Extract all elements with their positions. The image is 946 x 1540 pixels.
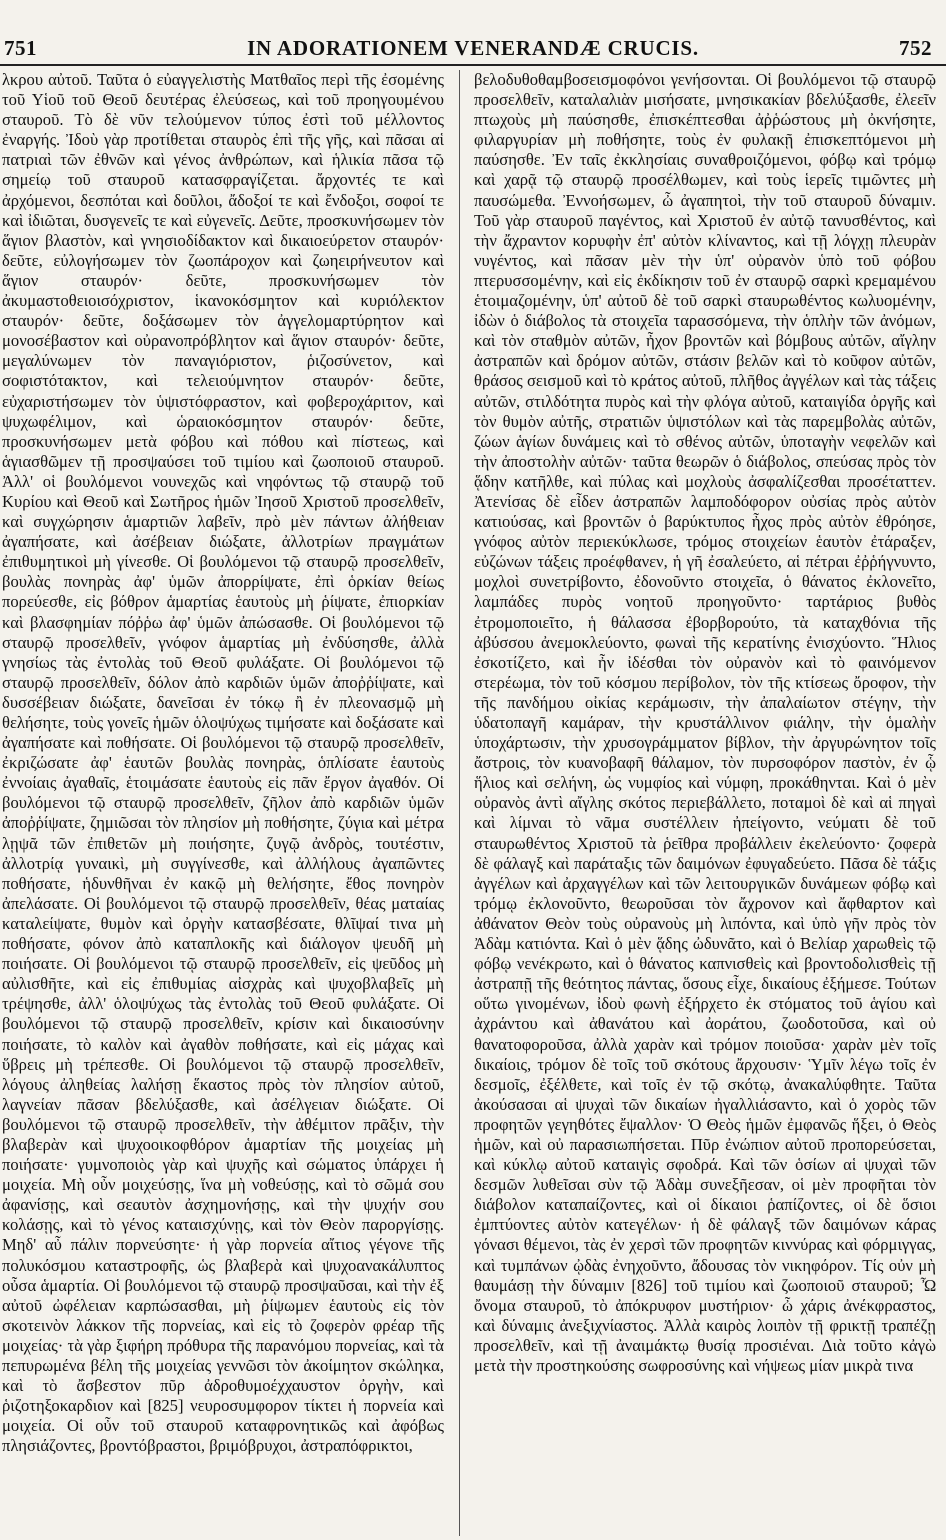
- column-divider: [459, 70, 460, 1536]
- running-header: [0, 30, 946, 66]
- column-left-text: λκρου αὐτοῦ. Ταῦτα ὁ εὐαγγελιστὴς Ματθαῖος περὶ τῆς ἐσομένης τοῦ Υἱοῦ τοῦ Θεοῦ δευτέρας ἐλεύσεως, καὶ τοῦ προηγουμένου σταυροῦ. Τὸ δὲ νῦν τελούμενον τύπος ἐστὶ τοῦ μέλλοντος ἐναργής. Ἰδοὺ γὰρ προτίθεται σταυρὸς ἐπὶ τῆς γῆς, καὶ πᾶσαι αἱ πατριαὶ τῶν ἐθνῶν καὶ γένος ἀνθρώπων, καὶ ἡλικία πᾶσα τῷ σημείῳ τοῦ σταυροῦ κατασφραγίζεται. ἄρχοντές τε καὶ ἀρχόμενοι, δεσπόται καὶ δοῦλοι, ἄδοξοί τε καὶ ἔνδοξοι, σοφοί τε καὶ ἰδιῶται, δυσγενεῖς τε καὶ εὐγενεῖς. Δεῦτε, προσκυνήσωμεν τὸν ἅγιον βλαστὸν, καὶ γνησιοδίδακτον καὶ δικαιοεύρετον σταυρόν· δεῦτε, εὐλογήσωμεν τὸν ζωοπάροχον καὶ ζωηειρήνευτον καὶ ἅγιον σταυρόν· δεῦτε, προσκυνήσωμεν τὸν ἀκυμαστοθειοισόχριστον, ἱκανοκόσμητον καὶ κυριόλεκτον σταυρόν· δεῦτε, δοξάσωμεν τὸν ἀγγελομαρτύρητον καὶ μονοσέβαστον καὶ οὐρανοπρόβλητον καὶ ἅγιον σταυρόν· δεῦτε, μεγαλύνωμεν τὸν παναγιόριστον, ῥιζοσύνετον, καὶ σοφιστότακτον, καὶ τελειούμνητον σταυρόν· δεῦτε, εὐχαριστήσωμεν τὸν ὑψιστόφραστον, καὶ φοβεροχάριτον, καὶ ψυχωφέλιμον, καὶ ὡραιοκόσμητον σταυρόν· δεῦτε, προσκυνήσωμεν μετὰ φόβου καὶ πόθου καὶ πίστεως, καὶ ἁγιασθῶμεν τῇ προσψαύσει τοῦ τιμίου καὶ ζωοποιοῦ σταυροῦ. Ἀλλ' οἱ βουλόμενοι νουνεχῶς καὶ νηφόντως τῷ σταυρῷ τοῦ Κυρίου καὶ Θεοῦ καὶ Σωτῆρος ἡμῶν Ἰησοῦ Χριστοῦ προσελθεῖν, καὶ συγχώρησιν ἁμαρτιῶν λαβεῖν, πρὸ μὲν πάντων ἀλήθειαν ἀγαπήσατε, καὶ ἀσέβειαν διώξατε, ἀλλοτρίων πραγμάτων ἐπιθυμητικοὶ μὴ γίνεσθε. Οἱ βουλόμενοι τῷ σταυρῷ προσελθεῖν, βουλὰς πονηρὰς ἀφ' ὑμῶν ἀπορρίψατε, ἐπὶ ὁρκίαν θείως πορεύεσθε, εἰς βόθρον ἁμαρτίας ἑαυτοὺς μὴ ῥίψατε, ἐπιορκίαν καὶ βλασφημίαν πόῤῥω ἀφ' ὑμῶν ἀπώσασθε. Οἱ βουλόμενοι τῷ σταυρῷ προσελθεῖν, γνόφον ἁμαρτίας μὴ ἐνδύσησθε, ἀλλὰ γνησίως τὰς ἐντολὰς τοῦ Θεοῦ φυλάξατε. Οἱ βουλόμενοι τῷ σταυρῷ προσελθεῖν, δόλον ἀπὸ καρδιῶν ὑμῶν ἀποῤῥίψατε, καὶ δυσσέβειαν διώξατε, δανεῖσαι ἐν τόκῳ ἢ ἐν πλεονασμῷ μὴ θελήσητε, τοὺς γονεῖς ἡμῶν ὁλοψύχως τιμήσατε καὶ δοξάσατε καὶ ἀγαπήσατε καὶ ποθήσατε. Οἱ βουλόμενοι τῷ σταυρῷ προσελθεῖν, ἐκριζώσατε ἀφ' ἑαυτῶν βουλὰς πονηρὰς, ὁπλίσατε ἑαυτοὺς ἐννοίαις ἀγαθαῖς, ἑτοιμάσατε ἑαυτοὺς εἰς πᾶν ἔργον ἀγαθόν. Οἱ βουλόμενοι τῷ σταυρῷ προσελθεῖν, ζῆλον ἀπὸ καρδιῶν ὑμῶν ἀποῤῥίψατε, ζημιῶσαι τὸν πλησίον μὴ ποθήσητε, ζύγια καὶ μέτρα λῃψᾶ τῶν ἐπιθετῶν μὴ ποιήσητε, ζυγῷ ἀνδρὸς, τουτέστιν, ἀλλοτρίᾳ γυναικὶ, μὴ συγγίνεσθε, καὶ ἀλλήλους ἀγαπῶντες ποθήσατε, ἡδυνθῆναι ἐν κακῷ μὴ θελήσητε, ἔθος πονηρὸν ἀπελάσατε. Οἱ βουλόμενοι τῷ σταυρῷ προσελθεῖν, θέας ματαίας καταλείψατε, θυμὸν καὶ ὀργὴν κατασβέσατε, θλῖψαί τινα μὴ ποθήσατε, φόνον ἀπὸ καταπλοκῆς καὶ διάλογον ψευδῆ μὴ ποιήσατε. Οἱ βουλόμενοι τῷ σταυρῷ προσελθεῖν, εἰς ψεῦδος μὴ αὐλισθῆτε, καὶ εἰς ἐπιθυμίας αἰσχρὰς καὶ ψυχοβλαβεῖς μὴ τρέψησθε, ἀλλ' ὁλοψύχως τὰς ἐντολὰς τοῦ Θεοῦ φυλάξατε. Οἱ βουλόμενοι τῷ σταυρῷ προσελθεῖν, κρίσιν καὶ δικαιοσύνην ποιήσατε, τὸ καλὸν καὶ ἀγαθὸν ποθήσατε, καὶ εἰς μάχας καὶ ὕβρεις μὴ τρέπεσθε. Οἱ βουλόμενοι τῷ σταυρῷ προσελθεῖν, λόγους ἀληθείας λαλήσῃ ἕκαστος πρὸς τὸν πλησίον αὐτοῦ, λαγνείαν πᾶσαν βδελύξασθε, καὶ ἀσέλγειαν διώξατε. Οἱ βουλόμενοι τῷ σταυρῷ προσελθεῖν, τὴν ἀθέμιτον πρᾶξιν, τὴν βλαβερὰν καὶ ψυχοοικοφθόρον ἁμαρτίαν τῆς μοιχείας μὴ ποιήσατε· γυμνοποιὸς γὰρ καὶ ψυχῆς καὶ σώματος ὑπάρχει ἡ μοιχεία. Μὴ οὖν μοιχεύσῃς, ἵνα μὴ νοθεύσῃς, καὶ τὸ σῶμά σου ἀφανίσῃς, καὶ σεαυτὸν ἀσχημονήσῃς, καὶ τὴν ψυχήν σου κολάσῃς, καὶ τὸ γένος καταισχύνῃς, καὶ τὸν Θεὸν παροργίσῃς. Μηδ' αὖ πάλιν πορνεύσητε· ἡ γὰρ πορνεία αἴτιος γέγονε τῆς πολυκόσμου καταστροφῆς, ὡς βλαβερὰ καὶ ψυχοανακάλυπτος οὖσα ἁμαρτία. Οἱ βουλόμενοι τῷ σταυρῷ προσψαῦσαι, καὶ τὴν ἐξ αὐτοῦ ὠφέλειαν καρπώσασθαι, μὴ ῥίψωμεν ἑαυτοὺς εἰς τὸν σκοτεινὸν λάκκον τῆς πορνείας, καὶ εἰς τὸ ζοφερὸν φρέαρ τῆς μοιχείας· τὰ γὰρ ξιφήρη πρόθυρα τῆς παρανόμου πορνείας, καὶ τὰ πεπυρωμένα βέλη τῆς μοιχείας γεννῶσι τὸν ἀκοίμητον σκώληκα, καὶ τὸ ἄσβεστον πῦρ ἀδροθυμοέχχαυστον ὀργὴν, καὶ ῥιζοτηξοκαρδιον καὶ [825] νευροσυμφορον τίκτει ἡ πορνεία καὶ μοιχεία. Οἱ οὖν τοῦ σταυροῦ καταφρονητικῶς καὶ ἀφόβως πλησιάζοντες, βροντόβραστοι, βριμόβρυχοι, ἀστραπόφρικτοι,: [2, 70, 444, 1456]
- page-number-right: 752: [899, 36, 932, 60]
- column-right-text: βελοδυθοθαμβοσεισμοφόνοι γενήσονται. Οἱ βουλόμενοι τῷ σταυρῷ προσελθεῖν, καταλαλιὰν μισήσατε, μνησικακίαν βδελύξασθε, ἐλεεῖν πτωχοὺς μὴ παύσησθε, ἐπισκέπτεσθαι ἀῤῥώστους μὴ ὀκνήσητε, φιλαργυρίαν μὴ ποθήσητε, τοὺς ἐν φυλακῇ ἐπισκεπτόμενοι μὴ παύσησθε. Ἐν ταῖς ἐκκλησίαις συναθροιζόμενοι, φόβῳ καὶ τρόμῳ καὶ χαρᾷ τῷ σταυρῷ προσέλθωμεν, καὶ τοὺς ἱερεῖς τιμῶντες μὴ παυσώμεθα. Ἐννοήσωμεν, ὦ ἀγαπητοὶ, τὴν τοῦ σταυροῦ δύναμιν. Τοῦ γὰρ σταυροῦ παγέντος, καὶ Χριστοῦ ἐν αὐτῷ τανυσθέντος, καὶ τὴν ἄχραντον κορυφὴν ἐπ' αὐτὸν κλίναντος, καὶ τῇ λόγχῃ πλευρὰν νυγέντος, καὶ πᾶσαν μὲν τὴν ὑπ' οὐρανὸν ὑπὸ τοῦ φόβου πτερυσσομένην, καὶ εἰς ἐκδίκησιν τοῦ ἐν σταυρῷ σαρκὶ κρεμαμένου ἑτοιμαζομένην, ὑπ' αὐτοῦ δὲ τοῦ σαρκὶ σταυρωθέντος κωλυομένην, ἰδὼν ὁ διάβολος τὰ στοιχεῖα ταρασσόμενα, τὴν ὁπλὴν τῶν ἀνόμων, καὶ τὸν σταθμὸν αὐτῶν, ἦχον βροντῶν καὶ βόμβους αὐτῶν, αἴγλην ἀστραπῶν καὶ δρόμον αὐτῶν, στάσιν βελῶν καὶ τὸ κοῦφον αὐτῶν, θράσος σεισμοῦ καὶ τὸ κράτος αὐτοῦ, πλῆθος ἀγγέλων καὶ τὰς τάξεις αὐτῶν, στιλδότητα πυρὸς καὶ τὴν φλόγα αὐτοῦ, καταιγίδα ὀργῆς καὶ τὸν θυμὸν αὐτῆς, στρατιῶν ὑψιστόλων καὶ τὰς παρεμβολὰς αὐτῶν, ζώων ἁγίων δυνάμεις καὶ τὸ σθένος αὐτῶν, ὑποταγὴν νεφελῶν καὶ τὴν ἀποστολὴν αὐτῶν· ταῦτα θεωρῶν ὁ διάβολος, σπεύσας πρὸς τὸν ᾅδην κατῆλθε, καὶ πύλας καὶ μοχλοὺς ἀσφαλίζεσθαι προσέταττεν. Ἀτενίσας δὲ εἶδεν ἀστραπῶν λαμποδόφορον οὐσίας πρὸς αὐτὸν κατιούσας, καὶ βροντῶν ὁ βαρύκτυπος ἦχος πρὸς αὐτὸν ἐθρόησε, γνόφος αὐτὸν περιεκύκλωσε, τρόμος στοιχείων ἑαυτὸν ἐτάραξεν, εὐζώνων τάξεις προέφθανεν, ἡ γῆ ἐσαλεύετο, αἱ πέτραι ἐῤῥήγνυντο, μοχλοὶ συνετρίβοντο, ἐδονοῦντο στοιχεῖα, ὁ θάνατος ἐκλονεῖτο, λαμπάδες πυρὸς νοητοῦ προηγοῦντο· ταρτάριος βυθὸς ἐτρομοποιεῖτο, ἡ θάλασσα ἐβορβορούτο, τὰ καταχθόνια τῆς ἀβύσσου ἀνεμοκλεύοντο, φωναὶ τῆς κερατίνης ἐνισχύοντο. Ἥλιος ἐσκοτίζετο, καὶ ἦν ἰδέσθαι τὸν οὐρανὸν καὶ τὸ φαινόμενον στερέωμα, τὸν τοῦ κόσμου περίβολον, τὸν τῆς κτίσεως ὄροφον, τὴν τῆς πανδήμου οἰκίας κεράμωσιν, τὴν ἀπαλαίωτον στέγην, τὴν ὑδατοπαγῆ καμάραν, τὴν κρυστάλλινον φιάλην, τὴν ὁμαλὴν ὑποχάρτωσιν, τὴν χρυσογράμματον βίβλον, τὴν ἀργυρώνητον τοῖς ἄστροις, τὸν κυανοβαφῆ θάλαμον, τὸν πυρσοφόρον παστὸν, ἐν ᾧ ἥλιος καὶ σελήνη, ὡς νυμφίος καὶ νύμφη, προκάθηνται. Καὶ ὁ μὲν οὐρανὸς ἀντὶ αἴγλης σκότος περιεβάλλετο, ποταμοὶ δὲ καὶ αἱ πηγαὶ καὶ λίμναι τὸ νᾶμα συστέλλειν ἠπείγοντο, νεύματι δὲ τοῦ σταυρωθέντος Χριστοῦ τὰ ῥεῖθρα προβάλλειν ἐκελεύοντο· ζοφερὰ δὲ φάλαγξ καὶ παράταξις τῶν δαιμόνων ἐφυγαδεύετο. Πᾶσα δὲ τάξις ἀγγέλων καὶ ἀρχαγγέλων καὶ τῶν λειτουργικῶν δυνάμεων φόβῳ καὶ τρόμῳ ἐκλονοῦντο, θεωροῦσαι τὸν ἄχρονον καὶ ἄφθαρτον καὶ ἀθάνατον Θεὸν τοὺς οὐρανοὺς μὴ λιπόντα, καὶ ὑπὸ γῆν πρὸς τὸν Ἀδὰμ κατιόντα. Καὶ ὁ μὲν ᾅδης ὠδυνᾶτο, καὶ ὁ Βελίαρ χαρωθεὶς τῷ φόβῳ νενέκρωτο, καὶ ὁ θάνατος καπνισθεὶς καὶ βροντοδολισθεὶς τῇ ἀστραπῇ τῆς θεότητος πάντας, ὅσους εἶχε, δικαίους ἐξήμεσε. Τούτων οὕτω γινομένων, ἰδοὺ φωνὴ ἐξήρχετο ἐκ στόματος τοῦ ἁγίου καὶ ἀχράντου καὶ ἀθανάτου καὶ ἀοράτου, ζωοδοτοῦσα, καὶ οὐ θανατοφοροῦσα, ἀλλὰ χαρὰν καὶ τρόμον ποιοῦσα· χαρὰν μὲν τοῖς δικαίοις, τρόμον δὲ τοῖς τοῦ σκότους ἄρχουσιν· Ὑμῖν λέγω τοῖς ἐν δεσμοῖς, ἐξέλθετε, καὶ τοῖς ἐν τῷ σκότῳ, ἀνακαλύφθητε. Ταῦτα ἀκούσασαι αἱ ψυχαὶ τῶν δικαίων ἠγαλλιάσαντο, καὶ ὁ χορὸς τῶν προφητῶν γεγηθότες ἔψαλλον· Ὁ Θεὸς ἡμῶν ἐμφανῶς ἥξει, ὁ Θεὸς ἡμῶν, καὶ οὐ παρασιωπήσεται. Πῦρ ἐνώπιον αὐτοῦ προπορεύσεται, καὶ κύκλῳ αὐτοῦ καταιγὶς σφοδρά. Καὶ τῶν ὁσίων αἱ ψυχαὶ τῶν δεσμῶν λυθεῖσαι σὺν τῷ Ἀδὰμ συνεξῆεσαν, οἱ μὲν προφῆται τὸν διάβολον καταπαίζοντες, καὶ οἱ δίκαιοι ῥαπίζοντες, οἱ δὲ ὅσιοι ἐμπτύοντες αὐτὸν κατεγέλων· ἡ δὲ φάλαγξ τῶν δαιμόνων κάρας γόνασι θέμενοι, τὰς ἐν χερσὶ τῶν προφητῶν κιννύρας καὶ φόρμιγγας, καὶ τυμπάνων ᾠδὰς ἐνηχοῦντο, ἄδουσας τὸν νικηφόρον. Τίς οὐν μὴ θαυμάσῃ τὴν δύναμιν [826] τοῦ τιμίου καὶ ζωοποιοῦ σταυροῦ; Ὦ ὄνομα σταυροῦ, τὸ ἀπόκρυφον μυστήριον· ὦ χάρις ἀνέκφραστος, καὶ δύναμις ἀνεξιχνίαστος. Ἀλλὰ καιρὸς λοιπὸν τῇ φρικτῇ τραπέζῃ προσελθεῖν, καὶ τῇ ἀναιμάκτῳ θυσίᾳ προσιέναι. Διὰ τοῦτο κἀγὼ μετὰ τὴν προστηκούσης σωφροσύνης καὶ νήψεως μίαν μικρὰ τινα: [474, 70, 936, 1375]
- text-column-left: [2, 70, 444, 1536]
- page-number-left: 751: [4, 36, 37, 60]
- header-rule: [0, 64, 946, 66]
- running-title: IN ADORATIONEM VENERANDÆ CRUCIS.: [247, 36, 699, 60]
- text-column-right: [474, 70, 936, 1536]
